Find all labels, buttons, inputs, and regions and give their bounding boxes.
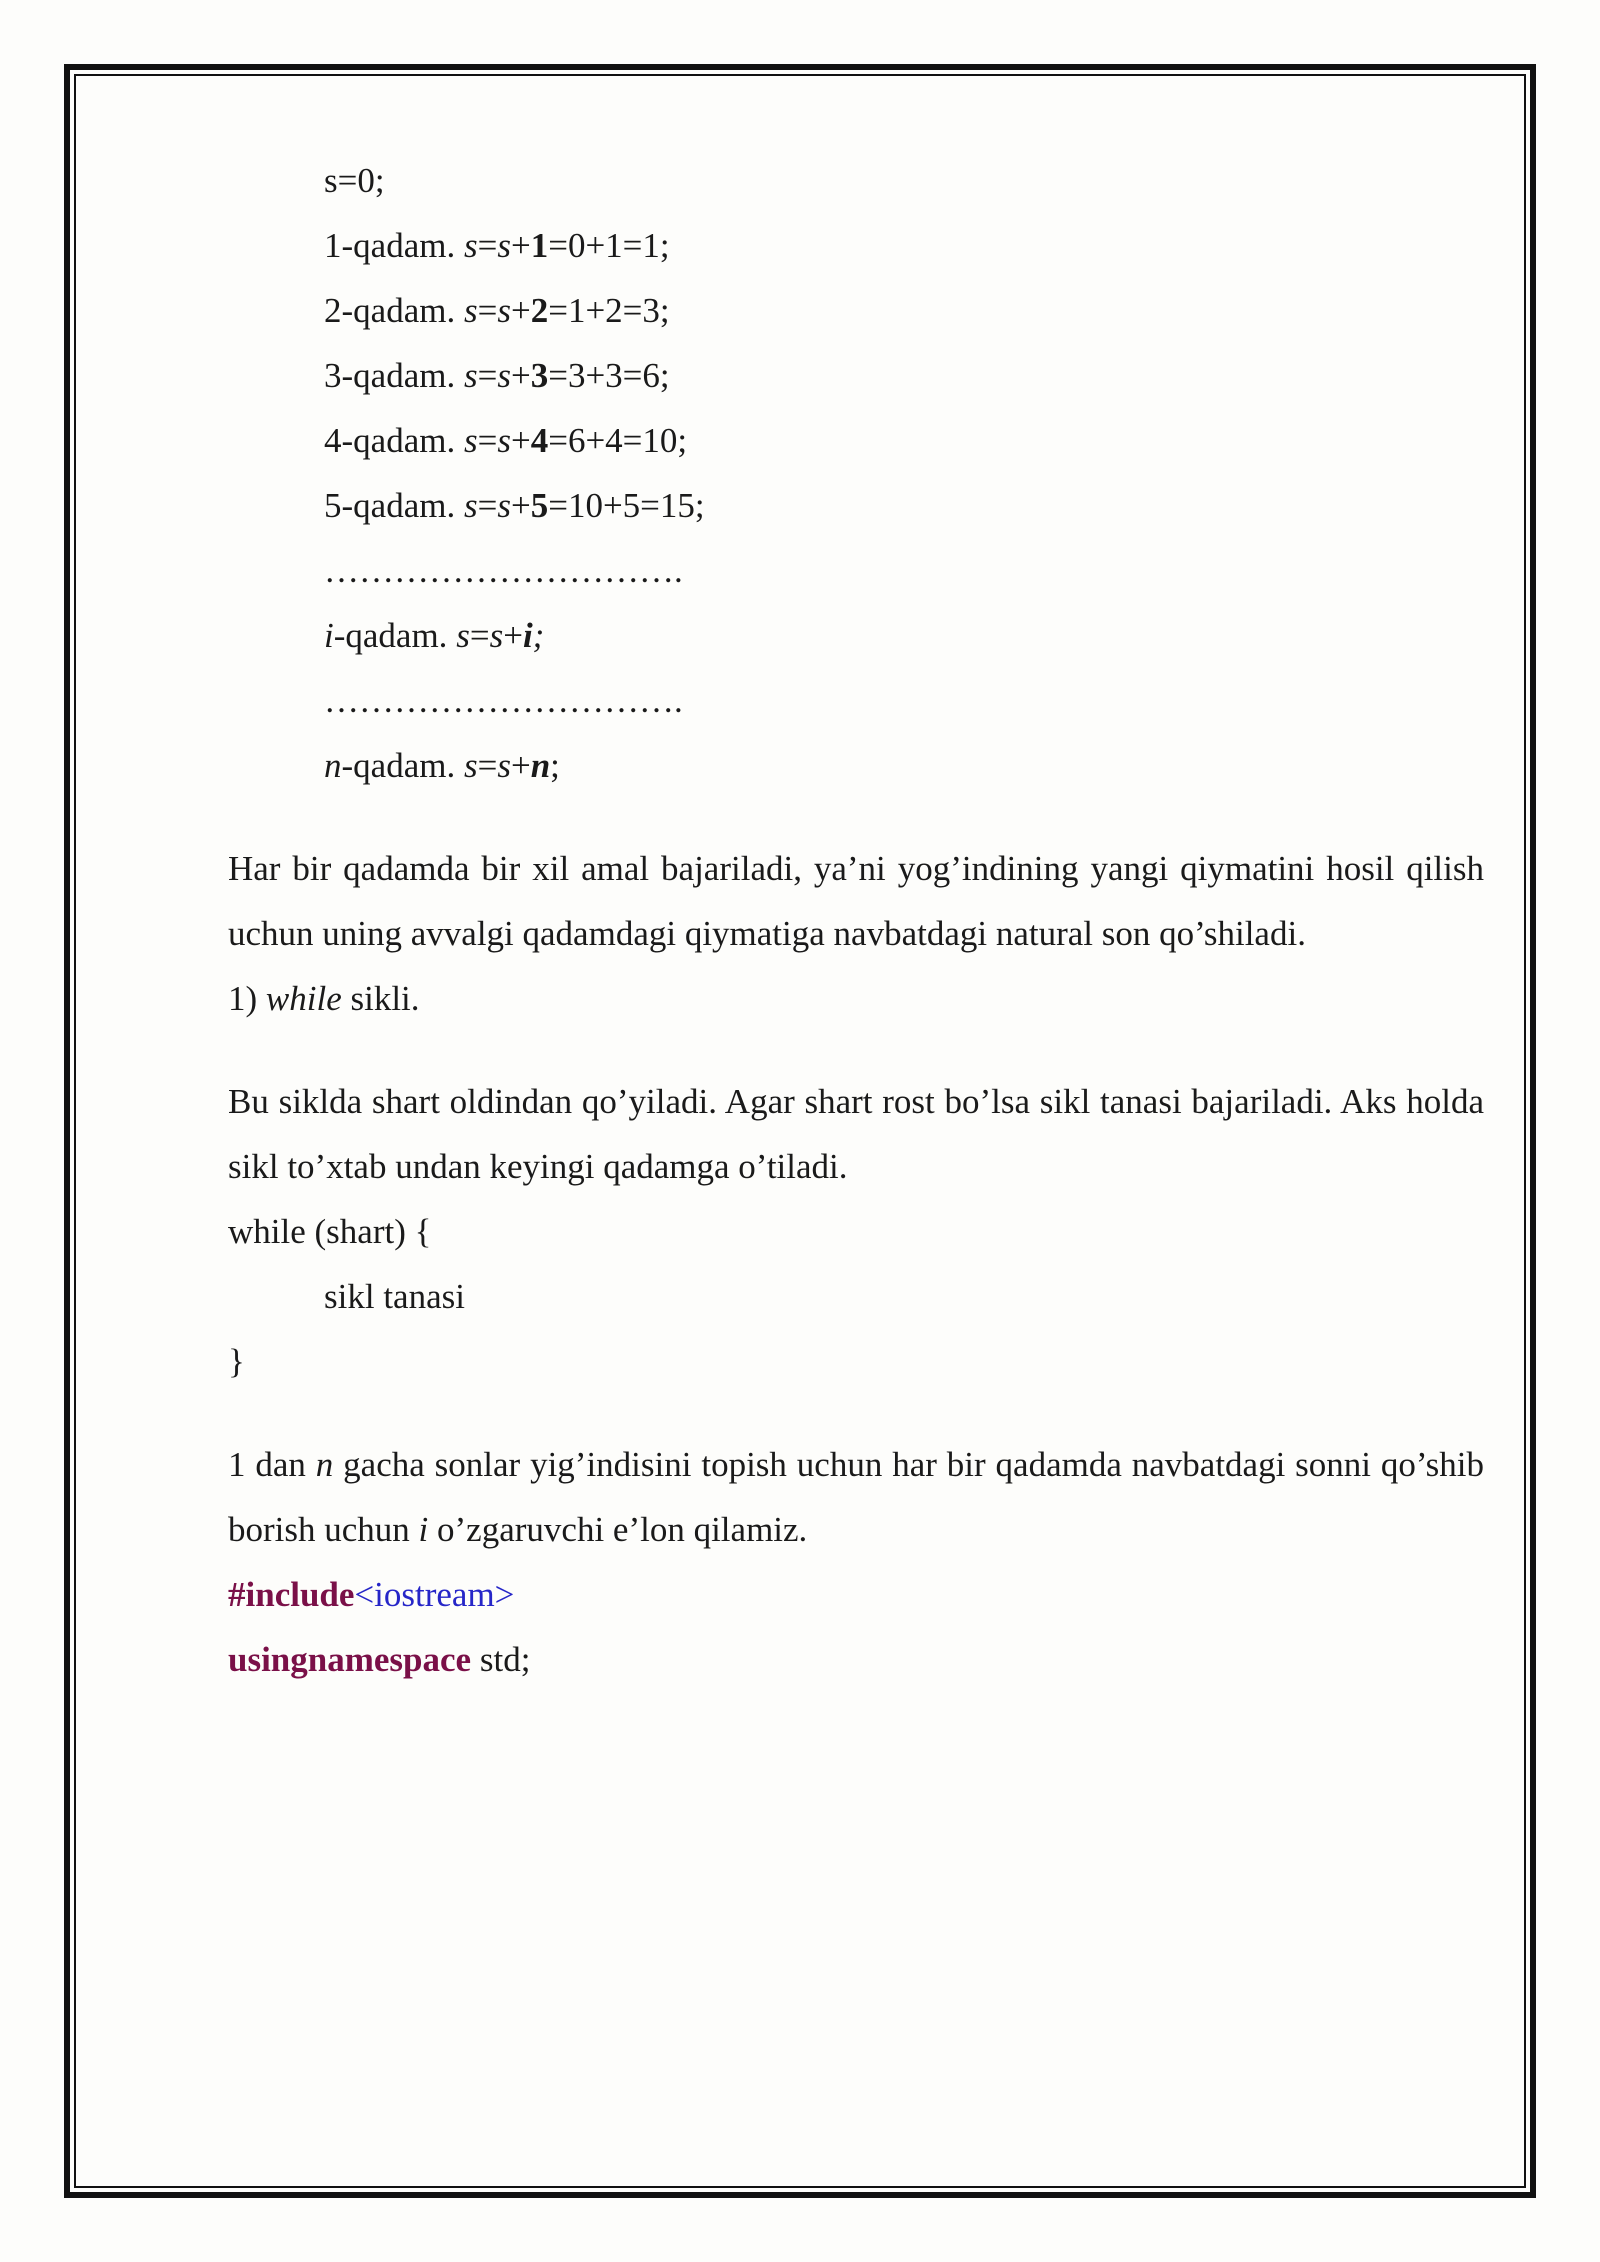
ellipsis-line-1: ………………………….: [324, 551, 683, 590]
code-using-line: usingnamespace std;: [228, 1640, 531, 1679]
ellipsis-line-2: ………………………….: [324, 681, 683, 720]
step-line-0: s=0;: [324, 161, 385, 200]
step-line-2: 2-qadam. s=s+2=1+2=3;: [324, 291, 670, 330]
step-line-n: n-qadam. s=s+n;: [324, 746, 560, 785]
step-line-3: 3-qadam. s=s+3=3+3=6;: [324, 356, 670, 395]
step-line-4: 4-qadam. s=s+4=6+4=10;: [324, 421, 688, 460]
paragraph-explanation: Har bir qadamda bir xil amal bajariladi, ya’ni yog’indining yangi qiymatini hosil qilish uchun uning avvalgi qadamdagi qiymatiga navbatdagi natural son qo’shiladi.: [228, 849, 1484, 953]
code-while-body: sikl tanasi: [324, 1277, 465, 1316]
step-line-5: 5-qadam. s=s+5=10+5=15;: [324, 486, 705, 525]
code-include-line: #include<iostream>: [228, 1575, 515, 1614]
step-line-1: 1-qadam. s=s+1=0+1=1;: [324, 226, 670, 265]
section-heading-while: 1) while sikli.: [228, 979, 420, 1018]
document-content: [228, 148, 1484, 1692]
paragraph-while-description: Bu siklda shart oldindan qo’yiladi. Agar shart rost bo’lsa sikl tanasi bajariladi. Aks holda sikl to’xtab undan keyingi qadamga o’tiladi.: [228, 1082, 1484, 1186]
paragraph-sum-description: 1 dan n gacha sonlar yig’indisini topish uchun har bir qadamda navbatdagi sonni qo’shib borish uchun i o’zgaruvchi e’lon qilamiz.: [228, 1445, 1484, 1549]
step-line-i: i-qadam. s=s+i;: [324, 616, 545, 655]
code-while-open: while (shart) {: [228, 1212, 432, 1251]
code-while-close: }: [228, 1342, 245, 1381]
